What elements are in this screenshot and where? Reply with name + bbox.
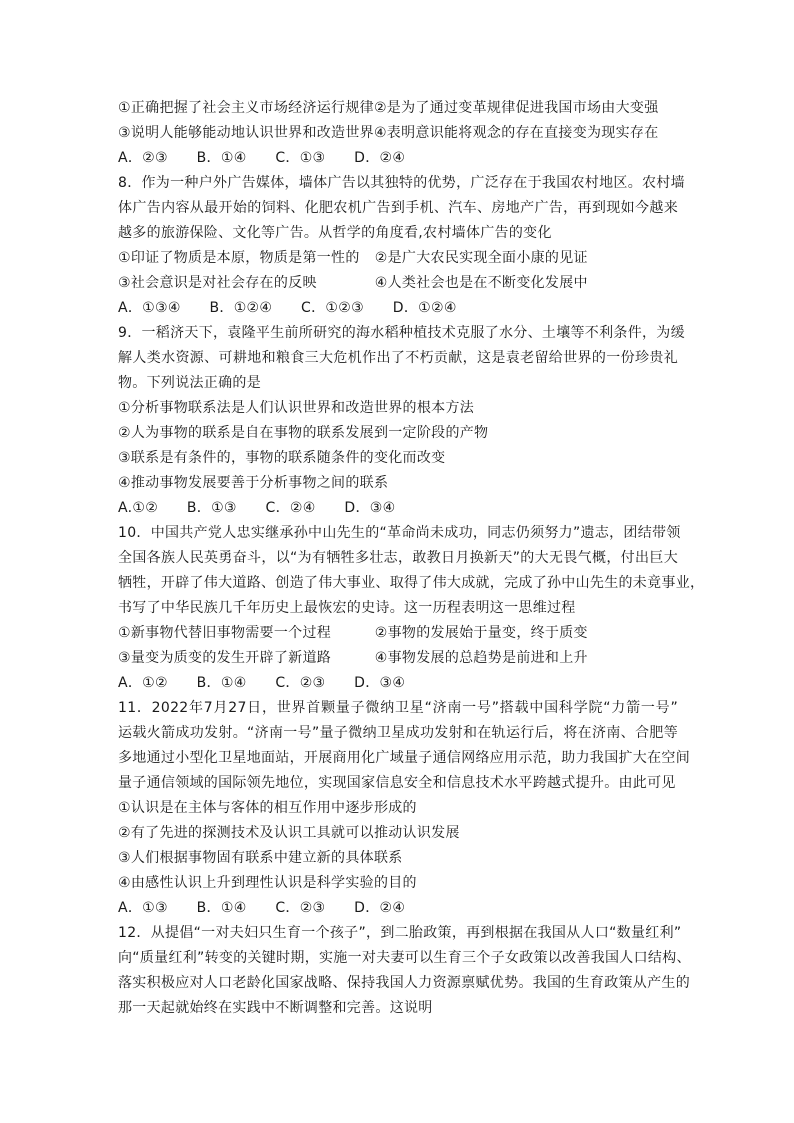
question-stem-line: 物。下列说法正确的是: [118, 375, 261, 391]
question-11: [118, 696, 690, 921]
statement-2: ②事物的发展始于量变，终于质变: [374, 625, 588, 641]
option-c: C．②③: [275, 675, 326, 691]
question-stem-line: 那一天起就始终在实践中不断调整和完善。这说明: [118, 1000, 433, 1016]
question-stem-line: 10．中国共产党人忠实继承孙中山先生的“革命尚未成功，同志仍须努力”遗志，团结带领: [118, 525, 681, 541]
option-c: C．①③: [275, 150, 326, 166]
statement-3: ③量变为质变的发生开辟了新道路: [118, 650, 332, 666]
option-b: B．①②④: [209, 300, 273, 316]
question-stem-line: 多地通过小型化卫星地面站，开展商用化广域量子通信网络应用示范，助力我国扩大在空间: [118, 750, 690, 766]
statement-3: ③社会意识是对社会存在的反映: [118, 275, 317, 291]
option-d: D．②④: [354, 900, 406, 916]
option-a: A．①③: [118, 900, 168, 916]
statement-1: ①印证了物质是本原，物质是第一性的: [118, 250, 360, 266]
question-7-tail: [118, 96, 678, 171]
option-b: B．①④: [196, 675, 247, 691]
question-12: [118, 921, 691, 1021]
statement-4: ④推动事物发展要善于分析事物之间的联系: [118, 475, 389, 491]
option-b: B．①③: [186, 500, 237, 516]
question-stem-line: 量子通信领域的国际领先地位，实现国家信息安全和信息技术水平跨越式提升。由此可见: [118, 775, 676, 791]
option-a: A．②③: [118, 150, 168, 166]
statement-row: [118, 621, 678, 646]
option-d: D．②④: [354, 150, 406, 166]
option-b: B．①④: [196, 150, 247, 166]
answer-options: [118, 671, 678, 696]
option-a: A.①②: [118, 500, 159, 516]
question-10: [118, 521, 705, 696]
question-stem-line: 运载火箭成功发射。“济南一号”量子微纳卫星成功发射和在轨运行后，将在济南、合肥等: [118, 725, 678, 741]
option-d: D．③④: [344, 500, 396, 516]
statement-3: ③联系是有条件的，事物的联系随条件的变化而改变: [118, 450, 446, 466]
option-c: C．①②③: [301, 300, 364, 316]
question-stem-line: 越多的旅游保险、文化等广告。从哲学的角度看,农村墙体广告的变化: [118, 225, 552, 241]
option-a: A．①②: [118, 675, 168, 691]
question-stem-line: 8．作为一种户外广告媒体，墙体广告以其独特的优势，广泛存在于我国农村地区。农村墙: [118, 175, 685, 191]
question-stem-line: 体广告内容从最开始的饲料、化肥农机广告到手机、汽车、房地产广告，再到现如今越来: [118, 200, 678, 216]
question-stem-line: 11．2022年7月27日，世界首颗量子微纳卫星“济南一号”搭载中国科学院“力箭一号”: [118, 700, 678, 716]
statement-line: ③说明人能够能动地认识世界和改造世界④表明意识能将观念的存在直接变为现实存在: [118, 125, 659, 141]
statement-1: ①认识是在主体与客体的相互作用中逐步形成的: [118, 800, 417, 816]
statement-2: ②人为事物的联系是自在事物的联系发展到一定阶段的产物: [118, 425, 489, 441]
statement-4: ④事物发展的总趋势是前进和上升: [374, 650, 588, 666]
answer-options: [118, 296, 678, 321]
option-a: A．①③④: [118, 300, 181, 316]
statement-row: [118, 646, 678, 671]
question-stem-line: 解人类水资源、可耕地和粮食三大危机作出了不朽贡献，这是袁老留给世界的一份珍贵礼: [118, 350, 678, 366]
statement-3: ③人们根据事物固有联系中建立新的具体联系: [118, 850, 403, 866]
question-9: [118, 321, 685, 521]
question-stem-line: 书写了中华民族几千年历史上最恢宏的史诗。这一历程表明这一思维过程: [118, 600, 576, 616]
question-8: [118, 171, 685, 321]
option-c: C．②④: [265, 500, 316, 516]
option-d: D．③④: [354, 675, 406, 691]
statement-4: ④由感性认识上升到理性认识是科学实验的目的: [118, 875, 417, 891]
statement-4: ④人类社会也是在不断变化发展中: [374, 275, 588, 291]
answer-options: [118, 496, 678, 521]
answer-options: [118, 896, 678, 921]
question-stem-line: 全国各族人民英勇奋斗，以“为有牺牲多壮志，敢教日月换新天”的大无畏气概，付出巨大: [118, 550, 678, 566]
statement-2: ②是广大农民实现全面小康的见证: [374, 250, 588, 266]
question-stem-line: 12．从提倡“一对夫妇只生育一个孩子”，到二胎政策，再到根据在我国从人口“数量红利”: [118, 925, 682, 941]
statement-line: ①正确把握了社会主义市场经济运行规律②是为了通过变革规律促进我国市场由大变强: [118, 100, 659, 116]
option-d: D．①②④: [392, 300, 457, 316]
question-stem-line: 向“质量红利”转变的关键时期，实施一对夫妻可以生育三个子女政策以改善我国人口结构、: [118, 950, 691, 966]
answer-options: [118, 146, 678, 171]
question-stem-line: 落实积极应对人口老龄化国家战略、保持我国人力资源禀赋优势。我国的生育政策从产生的: [118, 975, 690, 991]
statement-row: [118, 246, 678, 271]
option-c: C．②③: [275, 900, 326, 916]
option-b: B．①④: [196, 900, 247, 916]
statement-2: ②有了先进的探测技术及认识工具就可以推动认识发展: [118, 825, 460, 841]
question-stem-line: 9．一稻济天下，袁隆平生前所研究的海水稻种植技术克服了水分、土壤等不利条件，为缓: [118, 325, 685, 341]
statement-1: ①分析事物联系法是人们认识世界和改造世界的根本方法: [118, 400, 475, 416]
exam-page: [118, 96, 705, 1021]
statement-row: [118, 271, 678, 296]
question-stem-line: 牺牲，开辟了伟大道路、创造了伟大事业、取得了伟大成就，完成了孙中山先生的未竟事业，: [118, 575, 705, 591]
statement-1: ①新事物代替旧事物需要一个过程: [118, 625, 332, 641]
